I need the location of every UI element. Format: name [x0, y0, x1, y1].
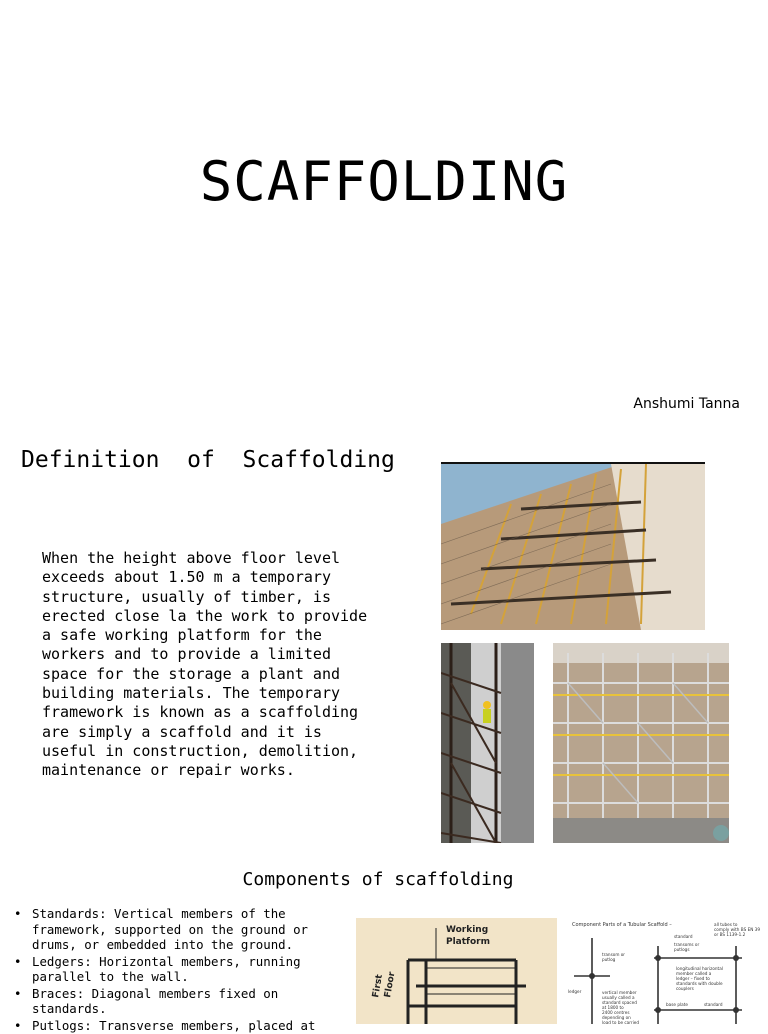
svg-text:Working: Working	[446, 925, 489, 935]
svg-text:usually called a: usually called a	[602, 995, 635, 1000]
svg-text:transom or: transom or	[602, 952, 626, 957]
svg-text:all tubes to: all tubes to	[714, 922, 738, 927]
list-item: • Standards: Vertical members of the framework, supported on the ground or drums, or embedded into the ground.	[14, 906, 309, 952]
tubular-scaffold-diagram	[566, 918, 768, 1024]
slide-title: SCAFFOLDING	[199, 150, 569, 213]
svg-text:or BS 1139-1.2: or BS 1139-1.2	[714, 932, 746, 937]
svg-text:Platform: Platform	[446, 937, 490, 947]
svg-text:ledger: ledger	[568, 989, 582, 994]
definition-body: When the height above floor level exceeds about 1.50 m a temporary structure, usually of timber, is erected close la the work to provide a safe working platform for the workers and to provide a limited space for the storage a plant and building materials. The temporary framework is known as a scaffolding are simply a scaffold and it is useful in construction, demolition, maintenance or repair works.	[42, 549, 368, 780]
svg-text:Floor: Floor	[383, 971, 398, 999]
scaffold-building-photo	[441, 464, 705, 630]
svg-text:at 1800 to: at 1800 to	[602, 1005, 624, 1010]
svg-text:putlog: putlog	[602, 957, 616, 962]
svg-text:comply with BS EN 39: comply with BS EN 39	[714, 927, 761, 932]
svg-text:2400 centres: 2400 centres	[602, 1010, 630, 1015]
svg-text:standards with double: standards with double	[676, 981, 723, 986]
author-name: Anshumi Tanna	[633, 396, 740, 412]
list-item: • Braces: Diagonal members fixed on standards.	[14, 985, 279, 1016]
svg-text:depending on: depending on	[602, 1015, 631, 1020]
working-platform-diagram	[356, 918, 557, 1024]
svg-text:standard spaced: standard spaced	[602, 1000, 637, 1005]
svg-text:First: First	[371, 973, 386, 999]
svg-text:standard: standard	[704, 1002, 723, 1007]
svg-text:standard: standard	[674, 934, 693, 939]
svg-text:Component Parts of a Tubular S: Component Parts of a Tubular Scaffold –	[572, 922, 672, 928]
components-list	[14, 906, 334, 1034]
svg-text:member called a: member called a	[676, 971, 712, 976]
svg-text:transoms or: transoms or	[674, 942, 700, 947]
svg-text:ledger – fixed to: ledger – fixed to	[676, 976, 710, 981]
scaffold-worker-photo	[441, 643, 534, 843]
components-heading: Components of scaffolding	[242, 869, 514, 890]
system-scaffold-photo	[553, 643, 729, 843]
svg-text:base plate: base plate	[666, 1002, 688, 1007]
svg-text:couplers: couplers	[676, 986, 694, 991]
list-item: • Ledgers: Horizontal members, running parallel to the wall.	[14, 953, 301, 984]
svg-text:longitudinal horizontal: longitudinal horizontal	[676, 966, 723, 971]
svg-text:load to be carried: load to be carried	[602, 1020, 640, 1024]
definition-heading: Definition of Scaffolding	[21, 447, 395, 473]
svg-text:putlogs: putlogs	[674, 947, 690, 952]
svg-text:vertical member: vertical member	[602, 990, 637, 995]
list-item: • Putlogs: Transverse members, placed at	[14, 1017, 316, 1033]
